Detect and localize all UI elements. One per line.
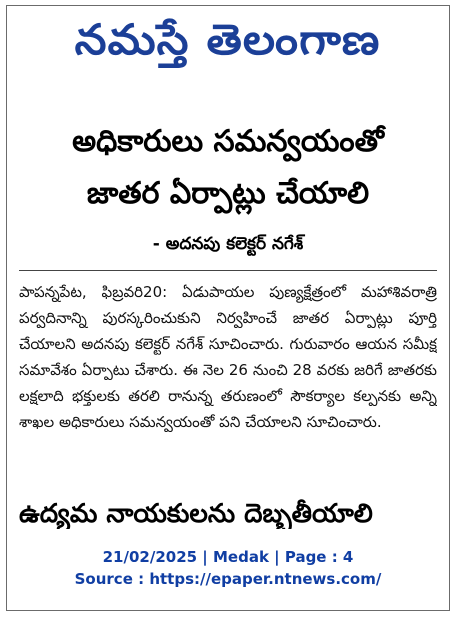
byline: - అదనపు కలెక్టర్ నగేశ్	[152, 234, 304, 254]
byline-divider	[19, 270, 437, 271]
page-frame	[6, 5, 450, 611]
source-link[interactable]: Source : https://epaper.ntnews.com/	[74, 570, 382, 588]
newspaper-masthead	[7, 6, 449, 84]
article-body: పాపన్నపేట, ఫిబ్రవరి20: ఏడుపాయల పుణ్యక్షేత్రంలో మహాశివరాత్రి పర్వదినాన్ని పురస్కరించుకుని నిర్వహించే జాతర ఏర్పాట్లు పూర్తి చేయాలని అదనపు కలెక్టర్ నగేశ్ సూచించారు. గురువారం ఆయన సమీక్ష సమావేశం ఏర్పాటు చేశారు. ఈ నెల 26 నుంచి 28 వరకు జరిగే జాతరకు లక్షలాది భక్తులకు తరలి రానున్న తరుణంలో సౌకర్యాల కల్పనకు అన్ని శాఖల అధికారులు సమన్వయంతో పని చేయాలని సూచించారు.	[19, 283, 437, 431]
headline-line-1: అధికారులు సమన్వయంతో	[72, 124, 384, 159]
masthead-title: నమస్తే తెలంగాణ	[75, 15, 381, 64]
article-clipping	[19, 112, 437, 534]
next-article-subhead: ఉద్యమ నాయకులను దెబ్బతీయాలి	[19, 499, 373, 529]
clipping-footer	[7, 546, 449, 590]
edition-info: 21/02/2025 | Medak | Page : 4	[102, 548, 354, 566]
headline-line-2: జాతర ఏర్పాట్లు చేయాలి	[86, 176, 370, 211]
